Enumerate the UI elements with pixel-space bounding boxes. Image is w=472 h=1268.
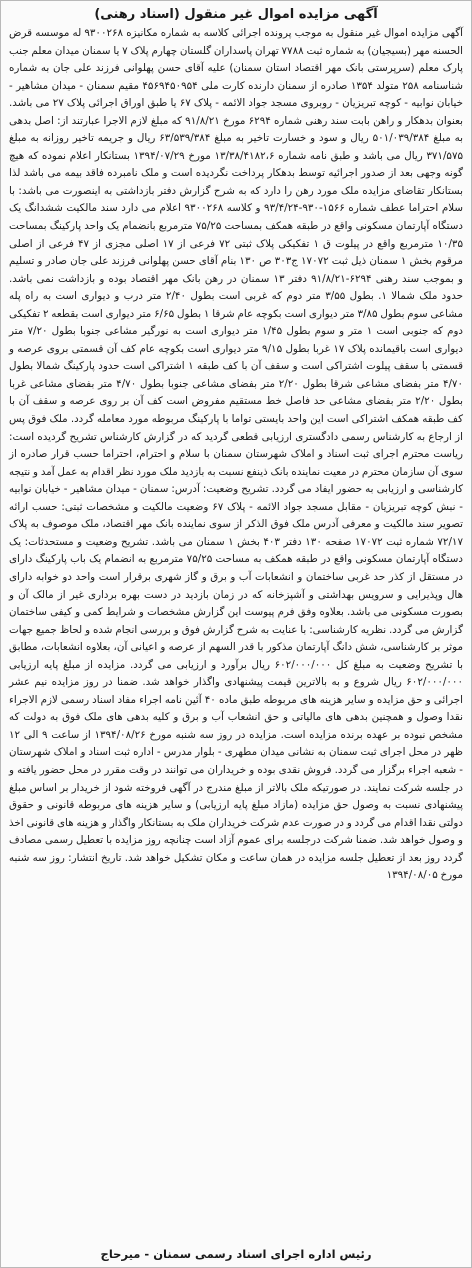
- notice-body: [9, 25, 463, 885]
- notice-signature: رئیس اداره اجرای اسناد رسمی سمنان - میرحاج: [100, 1247, 372, 1261]
- notice-title: آگهی مزایده اموال غیر منقول (اسناد رهنی): [94, 7, 378, 22]
- notice-paragraph: آگهی مزایده اموال غیر منقول به موجب پرونده اجرائی کلاسه به شماره مکانیزه ۹۳۰۰۲۶۸ له موسسه قرض الحسنه مهر (بسیجیان) به شماره ثبت ۷۷۸۸ تهران پاسداران گلستان چهارم پلاک ۷ یا سمنان میدان معلم جنب پارک معلم (سرپرستی بانک مهر اقتصاد استان سمنان) علیه آقای حسن پهلوانی فرزند علی جان به شماره شناسنامه ۲۵۸ متولد ۱۳۵۴ صادره از سمنان دارنده کارت ملی ۴۵۶۹۴۵۰۹۵۴ مقیم سمنان - میدان مشاهیر - خیابان نوابیه - کوچه تبریزیان - روبروی مسجد جواد الائمه - پلاک ۶۷ یا طبق اوراق اجرائی پلاک ۲۷ می باشد. بعنوان بدهکار و راهن بابت سند رهنی شماره ۶۲۹۴ مورخ ۹۱/۸/۲۱ که مبلغ لازم الاجرا عبارتند از: اصل بدهی به مبلغ ۵۰۱/۰۳۹/۳۸۴ ریال و سود و خسارت تاخیر به مبلغ ۶۳/۵۳۹/۳۸۴ ریال و جریمه تاخیر روزانه به مبلغ ۳۷۱/۵۷۵ ریال می باشد و طبق نامه شماره ۱۳/۳۸/۴۱۸۲،۶ مورخ ۱۳۹۴/۰۷/۲۹ بستانکار اعلام نموده که هیچ گونه وجهی بعد از صدور اجرائیه توسط بدهکار پرداخت نگردیده است و ملک نامبرده فاقد بیمه می باشد لذا بستانکار تقاضای مزایده ملک مورد رهن را دارد که به شرح گزارش دفتر بازداشتی به اینصورت می باشد: با سلام احتراما عطف شماره ۱۵۶۶-۹۳۰-۹۳/۴/۲۴ و کلاسه ۹۳۰۰۲۶۸ اعلام می دارد سند مالکیت ششدانگ یک دستگاه آپارتمان مسکونی واقع در طبقه همکف بمساحت ۷۵/۲۵ مترمربع بانضمام یک واحد پارکینگ بمساحت ۱۰/۳۵ مترمربع واقع در پیلوت ق ۱ تفکیکی پلاک ثبتی ۷۲ فرعی از ۱۷ اصلی مجزی از ۴۷ فرعی از اصلی مرقوم بخش ۱ سمنان ذیل ثبت ۱۷۰۷۲ ج۳۰۳ ص ۱۳۰ بنام آقای حسن پهلوانی فرزند علی جان صادر و تسلیم و بموجب سند رهنی ۶۲۹۴-۹۱/۸/۲۱ دفتر ۱۳ سمنان در رهن بانک مهر اقتصاد بوده و بازداشت نمی باشد. حدود ملک شمالا ۱. بطول ۳/۵۵ متر دوم که غربی است بطول ۲/۴۰ متر درب و دیواری است به راه پله مشاعی سوم بطول ۳/۸۵ متر دیواری است بکوچه عام شرقا ۱ بطول ۶/۶۵ متر دیواری است بقطعه ۲ تفکیکی دوم که جنوبی است ۱ متر و سوم بطول ۱/۴۵ متر دیواری است به نورگیر مشاعی جنوبا بطول ۷/۲۰ متر دیواری است باقیمانده پلاک ۱۷ غربا بطول ۹/۱۵ متر دیواری است بکوچه عام کف آن قسمتی بروی عرصه و قسمتی با سقف پیلوت اشتراکی است و سقف آن با کف طبقه ۱ اشتراکی است حدود پارکینگ شمالا بطول ۴/۷۰ متر بفضای مشاعی شرقا بطول ۲/۲۰ متر بفضای مشاعی جنوبا بطول ۴/۷۰ متر بفضای مشاعی غربا بطول ۲/۲۰ متر بفضای مشاعی حد فاصل خط مستقیم مفروض است کف آن بر روی عرصه و سقف آن با کف طبقه همکف اشتراکی است این واحد بایستی تواما با پارکینگ مربوطه مورد معامله گردد. ملک فوق پس از ارجاع به کارشناس رسمی دادگستری ارزیابی قطعی گردید که در گزارش کارشناس تشریح گردیده است: ریاست محترم اجرای ثبت اسناد و املاک شهرستان سمنان با سلام و احترام، احتراما حسب قرار صادره از سوی آن سازمان محترم در معیت نماینده بانک ذینفع نسبت به بازدید ملک مورد نظر اقدام به عمل آمد و نتیجه کارشناسی و ارزیابی به حضور ایفاد می گردد. تشریح وضعیت: آدرس: سمنان - میدان مشاهیر - خیابان نوابیه - نبش کوچه تبریزیان - مقابل مسجد جواد الائمه - پلاک ۶۷ وضعیت مالکیت و مشخصات ثبتی: حسب ارائه تصویر سند مالکیت و معرفی آدرس ملک فوق الذکر از سوی نماینده بانک مهر اقتصاد، ملک موصوف به پلاک ۷۲/۱۷ شماره ثبت ۱۷۰۷۲ صفحه ۱۳۰ دفتر ۴۰۳ بخش ۱ سمنان می باشد. تشریح وضعیت و مستحدثات: یک دستگاه آپارتمان مسکونی واقع در طبقه همکف به مساحت ۷۵/۲۵ مترمربع به انضمام یک باب پارکینگ دارای در مستقل از کذر حد غربی ساختمان و انشعابات آب و برق و گاز شهری برقرار است واحد دو خوابه دارای هال وپذیرایی و سرویس بهداشتی و آشپزخانه که در زمان بازدید در دست بهره برداری غیر از مالک آن و بصورت مسکونی می باشد. بعلاوه وفق فرم پیوست این گزارش مشخصات و شرایط کمی و کیفی ساختمان گزارش می گردد. نظریه کارشناسی: با عنایت به شرح گزارش فوق و بررسی انجام شده و لحاظ جمیع جهات موثر بر کارشناسی، شش دانگ آپارتمان مذکور با قدر السهم از عرصه و اعیانی آن، بعلاوه انشعابات، مطابق با تشریح وضعیت به مبلغ کل ۶۰۲/۰۰۰/۰۰۰ ریال برآورد و ارزیابی می گردد. مزایده از مبلغ پایه ارزیابی ۶۰۲/۰۰۰/۰۰۰ ریال شروع و به بالاترین قیمت پیشنهادی واگذار خواهد شد. ضمنا در روز مزایده نیم عشر اجرائی و حق مزایده و سایر هزینه های مربوطه طبق ماده ۴۰ آئین نامه اجراء مفاد اسناد رسمی لازم الاجراء نقدا وصول و همچنین بدهی های مالیاتی و حق انشعاب آب و برق و کلیه بدهی های ملک فوق به دولت که مشخص نبوده بر عهده برنده مزایده است. مزایده در روز سه شنبه مورخ ۱۳۹۴/۰۸/۲۶ از ساعت ۹ الی ۱۲ ظهر در محل اجرای ثبت سمنان به نشانی میدان مطهری - بلوار مدرس - اداره ثبت اسناد و املاک شهرستان - شعبه اجراء برگزار می گردد. فروش نقدی بوده و خریداران می توانند در وقت مقرر در محل حضور یافته و در جلسه شرکت نمایند. در صورتیکه ملک بالاتر از مبلغ مندرج در آگهی فروخته شود از خریدار بر اساس مبلغ پیشنهادی نسبت به وصول حق مزایده (مازاد مبلغ پایه ارزیابی) و سایر هزینه های مربوطه قانونی و حقوق دولتی نقدا اقدام می گردد و در صورت عدم شرکت خریداران ملک به بستانکار واگذار و هزینه های قانونی اخذ و وصول خواهد شد. ضمنا شرکت درجلسه برای عموم آزاد است چنانچه روز مزایده با تعطیل رسمی مصادف گردد روز بعد از تعطیل جلسه مزایده در همان ساعت و مکان تشکیل خواهد شد. تاریخ انتشار: روز سه شنبه مورخ ۱۳۹۴/۰۸/۰۵: [9, 27, 464, 882]
